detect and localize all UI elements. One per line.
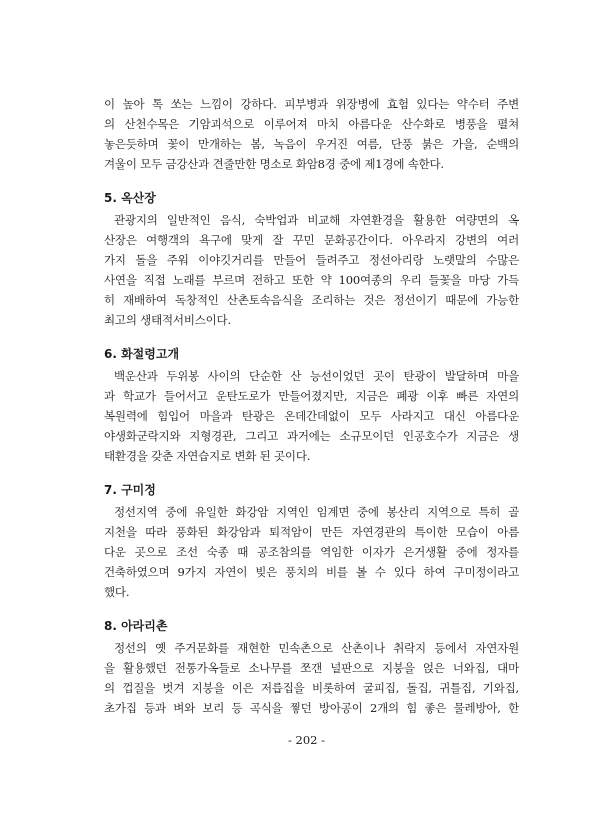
- paragraph-line: 복원력에 힘입어 마을과 탄광은 온데간데없이 모두 사라지고 대신 아름다운: [104, 409, 519, 423]
- section-heading: 8. 아라리촌: [104, 619, 168, 633]
- intro-line: 겨울이 모두 금강산과 견줄만한 명소로 화암8경 중에 제1경에 속한다.: [104, 157, 444, 171]
- paragraph-line: 가지 돌을 주워 이야깃거리를 만들어 들려주고 정선아리랑 노랫말의 수많은: [104, 253, 519, 267]
- intro-line: 이 높아 톡 쏘는 느낌이 강하다. 피부병과 위장병에 효험 있다는 약수터 주변: [104, 97, 519, 111]
- paragraph-line: 최고의 생태적서비스이다.: [104, 313, 231, 327]
- intro-line: 의 산천수목은 기암괴석으로 이루어져 마치 아름다운 산수화로 병풍을 펼쳐: [104, 117, 519, 131]
- paragraph-line: 히 재배하여 독창적인 산촌토속음식을 조리하는 것은 정선이기 때문에 가능한: [104, 293, 519, 307]
- section-heading: 6. 화절령고개: [104, 347, 180, 361]
- paragraph-line: 의 껍질을 벗겨 지붕을 이은 저릅집을 비롯하여 굴피집, 돌집, 귀틀집, 기와집,: [104, 681, 519, 695]
- paragraph-line: 다운 곳으로 조선 숙종 때 공조참의를 역임한 이자가 은거생활 중에 정자를: [104, 545, 519, 559]
- paragraph-line: 정선지역 중에 유일한 화강암 지역인 임계면 중에 봉산리 지역으로 특히 골: [114, 505, 519, 519]
- paragraph-line: 을 활용했던 전통가옥들로 소나무를 쪼갠 널판으로 지붕을 얹은 너와집, 대마: [104, 661, 519, 675]
- paragraph-line: 했다.: [104, 585, 130, 599]
- intro-line: 놓은듯하며 꽃이 만개하는 봄, 녹음이 우거진 여름, 단풍 붉은 가을, 순백의: [104, 137, 519, 151]
- paragraph-line: 백운산과 두위봉 사이의 단순한 산 능선이었던 곳이 탄광이 발달하며 마을: [114, 369, 519, 383]
- section-heading: 5. 옥산장: [104, 191, 156, 205]
- paragraph-line: 산장은 여행객의 욕구에 맞게 잘 꾸민 문화공간이다. 아우라지 강변의 여러: [104, 233, 519, 247]
- paragraph-line: 과 학교가 들어서고 운탄도로가 만들어졌지만, 지금은 폐광 이후 빠른 자연의: [104, 389, 519, 403]
- page-number: - 202 -: [287, 733, 326, 747]
- paragraph-line: 관광지의 일반적인 음식, 숙박업과 비교해 자연환경을 활용한 여량면의 옥: [114, 213, 519, 227]
- paragraph-line: 건축하였으며 9가지 자연이 빚은 풍치의 비를 볼 수 있다 하여 구미정이라고: [104, 565, 519, 579]
- paragraph-line: 태환경을 갖춘 자연습지로 변화 된 곳이다.: [104, 449, 311, 463]
- paragraph-line: 초가집 등과 벼와 보리 등 곡식을 찧던 방아공이 2개의 힘 좋은 물레방아, 한: [104, 701, 519, 715]
- section-heading: 7. 구미정: [104, 483, 156, 497]
- paragraph-line: 사연을 직접 노래를 부르며 전하고 또한 약 100여종의 우리 들꽃을 마당 가득: [104, 273, 519, 287]
- paragraph-line: 야생화군락지와 지형경관, 그리고 과거에는 소규모이던 인공호수가 지금은 생: [104, 429, 519, 443]
- paragraph-line: 지천을 따라 풍화된 화강암과 퇴적암이 만든 자연경관의 특이한 모습이 아름: [104, 525, 519, 539]
- paragraph-line: 정선의 옛 주거문화를 재현한 민속촌으로 산촌이나 취락지 등에서 자연자원: [114, 641, 519, 655]
